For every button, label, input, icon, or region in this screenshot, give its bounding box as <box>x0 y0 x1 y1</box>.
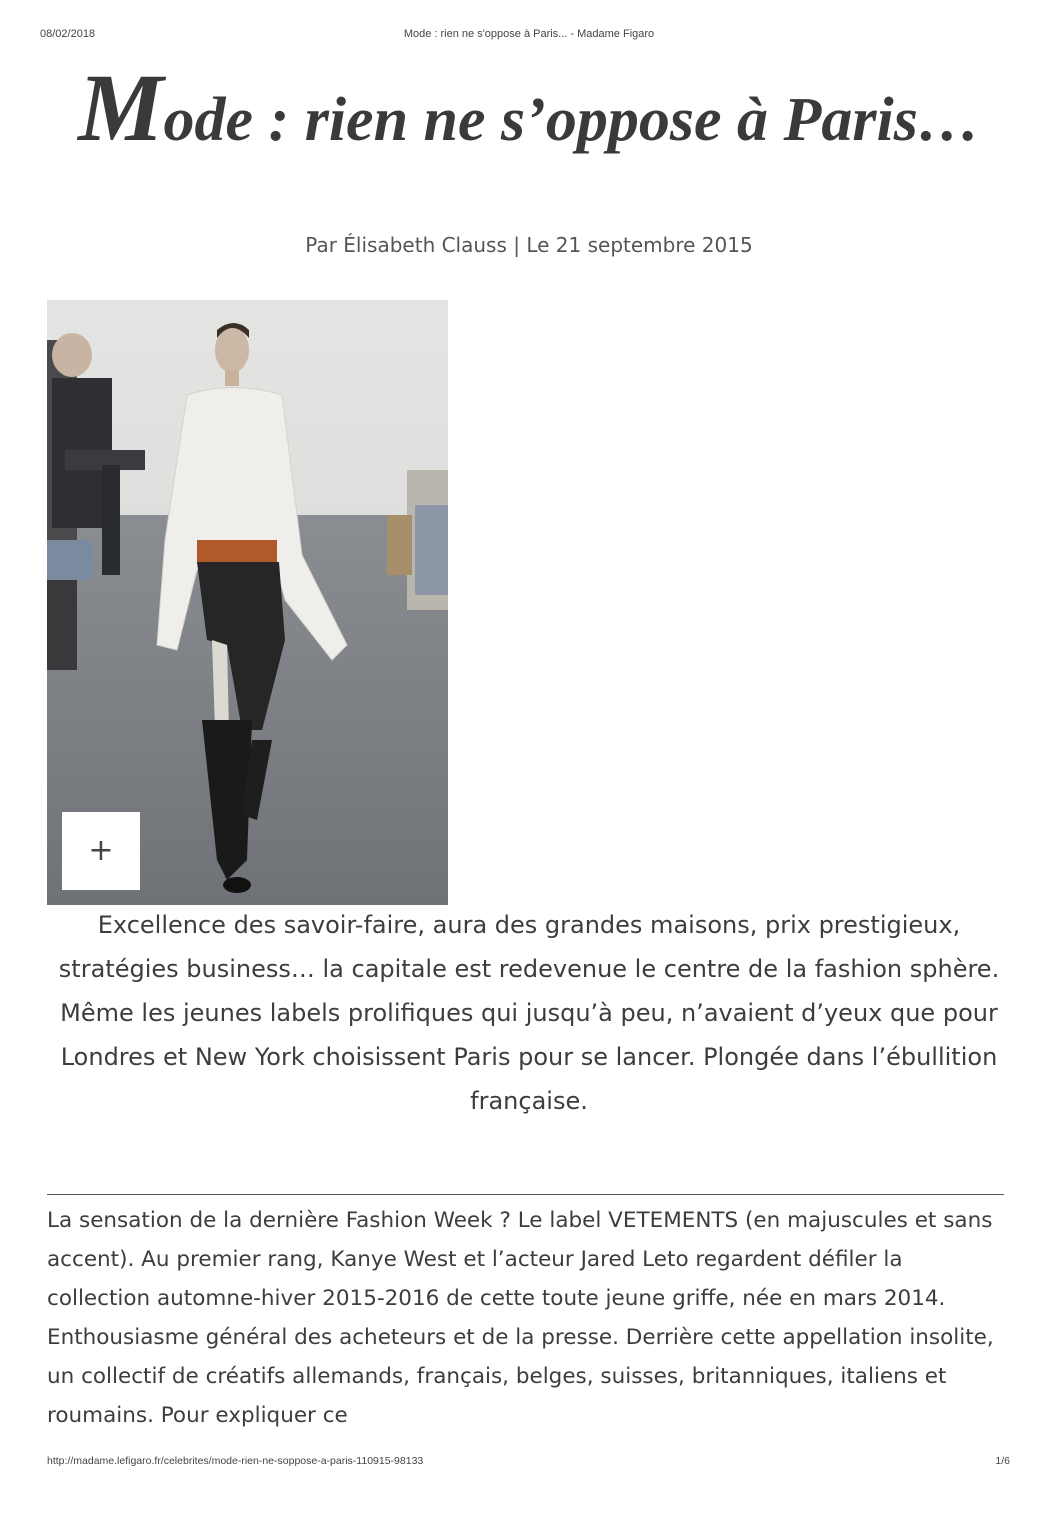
print-page-title: Mode : rien ne s'oppose à Paris... - Madame Figaro <box>403 28 655 40</box>
zoom-image-button[interactable] <box>62 812 140 890</box>
plus-icon: + <box>88 833 114 868</box>
page-number: 1/6 <box>995 1455 1010 1467</box>
title-text: ode : rien ne s’oppose à Paris… <box>163 86 980 154</box>
article-intro: Excellence des savoir-faire, aura des grandes maisons, prix prestigieux, stratégies business… la capitale est redevenue le centre de la fashion sphère. Même les jeunes labels prolifiques qui jusqu’à peu, n’avaient d’yeux que pour Londres et New York choisissent Paris pour se lancer. Plongée dans l’ébullition française. <box>58 911 1000 1115</box>
title-drop-cap: M <box>78 54 164 161</box>
article-body: La sensation de la dernière Fashion Week ? Le label VETEMENTS (en majuscules et sans accent). Au premier rang, Kanye West et l’acteur Jared Leto regardent défiler la collection automne-hiver 2015-2016 de cette toute jeune griffe, née en mars 2014. Enthousiasme général des acheteurs et de la presse. Derrière cette appellation insolite, un collectif de créatifs allemands, français, belges, suisses, britanniques, italiens et roumains. Pour expliquer ce <box>47 1208 994 1428</box>
byline: Par Élisabeth Clauss | Le 21 septembre 2015 <box>305 233 753 257</box>
section-divider <box>47 1194 1004 1195</box>
print-date: 08/02/2018 <box>40 28 96 40</box>
print-url: http://madame.lefigaro.fr/celebrites/mode-rien-ne-soppose-a-paris-110915-98133 <box>47 1455 424 1467</box>
article-title <box>0 50 1058 165</box>
